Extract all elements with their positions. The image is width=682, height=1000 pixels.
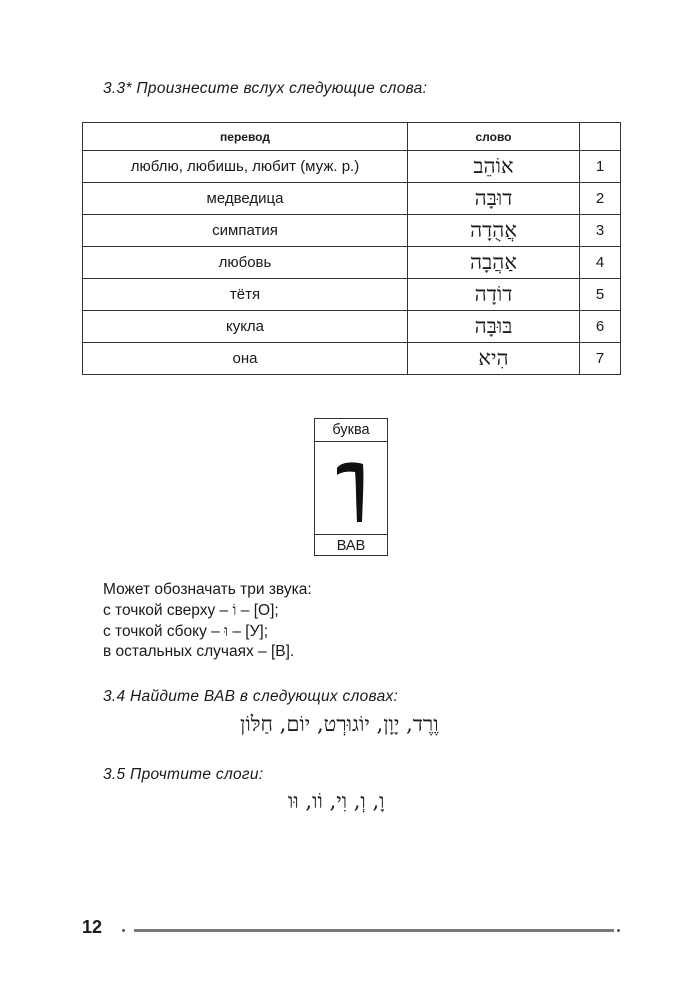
description-line: Может обозначать три звука: bbox=[103, 581, 312, 598]
table-row bbox=[83, 279, 621, 311]
row-number-cell: 2 bbox=[580, 183, 621, 215]
footer-rule bbox=[134, 929, 614, 932]
row-number-cell: 3 bbox=[580, 215, 621, 247]
translation-cell: симпатия bbox=[83, 215, 408, 247]
table-row bbox=[83, 151, 621, 183]
column-header-translation: перевод bbox=[83, 123, 408, 151]
hebrew-word-cell: הִיא bbox=[408, 343, 580, 375]
hebrew-word-cell: דוֹדָה bbox=[408, 279, 580, 311]
table-row bbox=[83, 343, 621, 375]
hebrew-word-cell: אַהֲבָה bbox=[408, 247, 580, 279]
vav-shuruk-glyph: וּ bbox=[224, 622, 229, 640]
exercise-3-5-syllables: וָ, וְ, וִי, וֹו, וּו bbox=[288, 789, 385, 813]
column-header-number bbox=[580, 123, 621, 151]
translation-cell: любовь bbox=[83, 247, 408, 279]
hebrew-word-cell: אֲהֻדָה bbox=[408, 215, 580, 247]
letter-card-name: ВАВ bbox=[315, 534, 387, 557]
exercise-3-3-heading: 3.3* Произнесите вслух следующие слова: bbox=[103, 80, 428, 97]
vav-letter-glyph bbox=[315, 442, 387, 534]
vav-holam-glyph: וֹ bbox=[232, 601, 237, 619]
row-number-cell: 4 bbox=[580, 247, 621, 279]
translation-cell: медведица bbox=[83, 183, 408, 215]
letter-card bbox=[314, 418, 388, 556]
description-line: в остальных случаях – [В]. bbox=[103, 643, 295, 660]
column-header-word: слово bbox=[408, 123, 580, 151]
table-row bbox=[83, 183, 621, 215]
translation-cell: она bbox=[83, 343, 408, 375]
table-header-row bbox=[83, 123, 621, 151]
hebrew-word-cell: בּוּבָּה bbox=[408, 311, 580, 343]
exercise-3-4-heading: 3.4 Найдите ВАВ в следующих словах: bbox=[103, 688, 399, 705]
description-line: с точкой сверху – וֹ – [О]; bbox=[103, 601, 279, 619]
exercise-3-5-heading: 3.5 Прочтите слоги: bbox=[103, 766, 264, 783]
letter-card-label: буква bbox=[315, 419, 387, 442]
vocabulary-table bbox=[82, 122, 621, 375]
table-row bbox=[83, 311, 621, 343]
row-number-cell: 7 bbox=[580, 343, 621, 375]
hebrew-word-cell: דוּבָּה bbox=[408, 183, 580, 215]
translation-cell: тётя bbox=[83, 279, 408, 311]
table-row bbox=[83, 215, 621, 247]
row-number-cell: 1 bbox=[580, 151, 621, 183]
vav-sound-description bbox=[103, 580, 312, 662]
table-row bbox=[83, 247, 621, 279]
row-number-cell: 6 bbox=[580, 311, 621, 343]
footer-dot bbox=[617, 929, 620, 932]
translation-cell: кукла bbox=[83, 311, 408, 343]
description-line: с точкой сбоку – וּ – [У]; bbox=[103, 622, 269, 640]
row-number-cell: 5 bbox=[580, 279, 621, 311]
page-number: 12 bbox=[82, 917, 103, 937]
footer-dot bbox=[122, 929, 125, 932]
exercise-3-4-words: וֶרֶד, יָוָן, יוֹגוּרְט, יוֹם, חַלּוֹן bbox=[240, 712, 439, 736]
translation-cell: люблю, любишь, любит (муж. р.) bbox=[83, 151, 408, 183]
hebrew-word-cell: אוֹהֵב bbox=[408, 151, 580, 183]
